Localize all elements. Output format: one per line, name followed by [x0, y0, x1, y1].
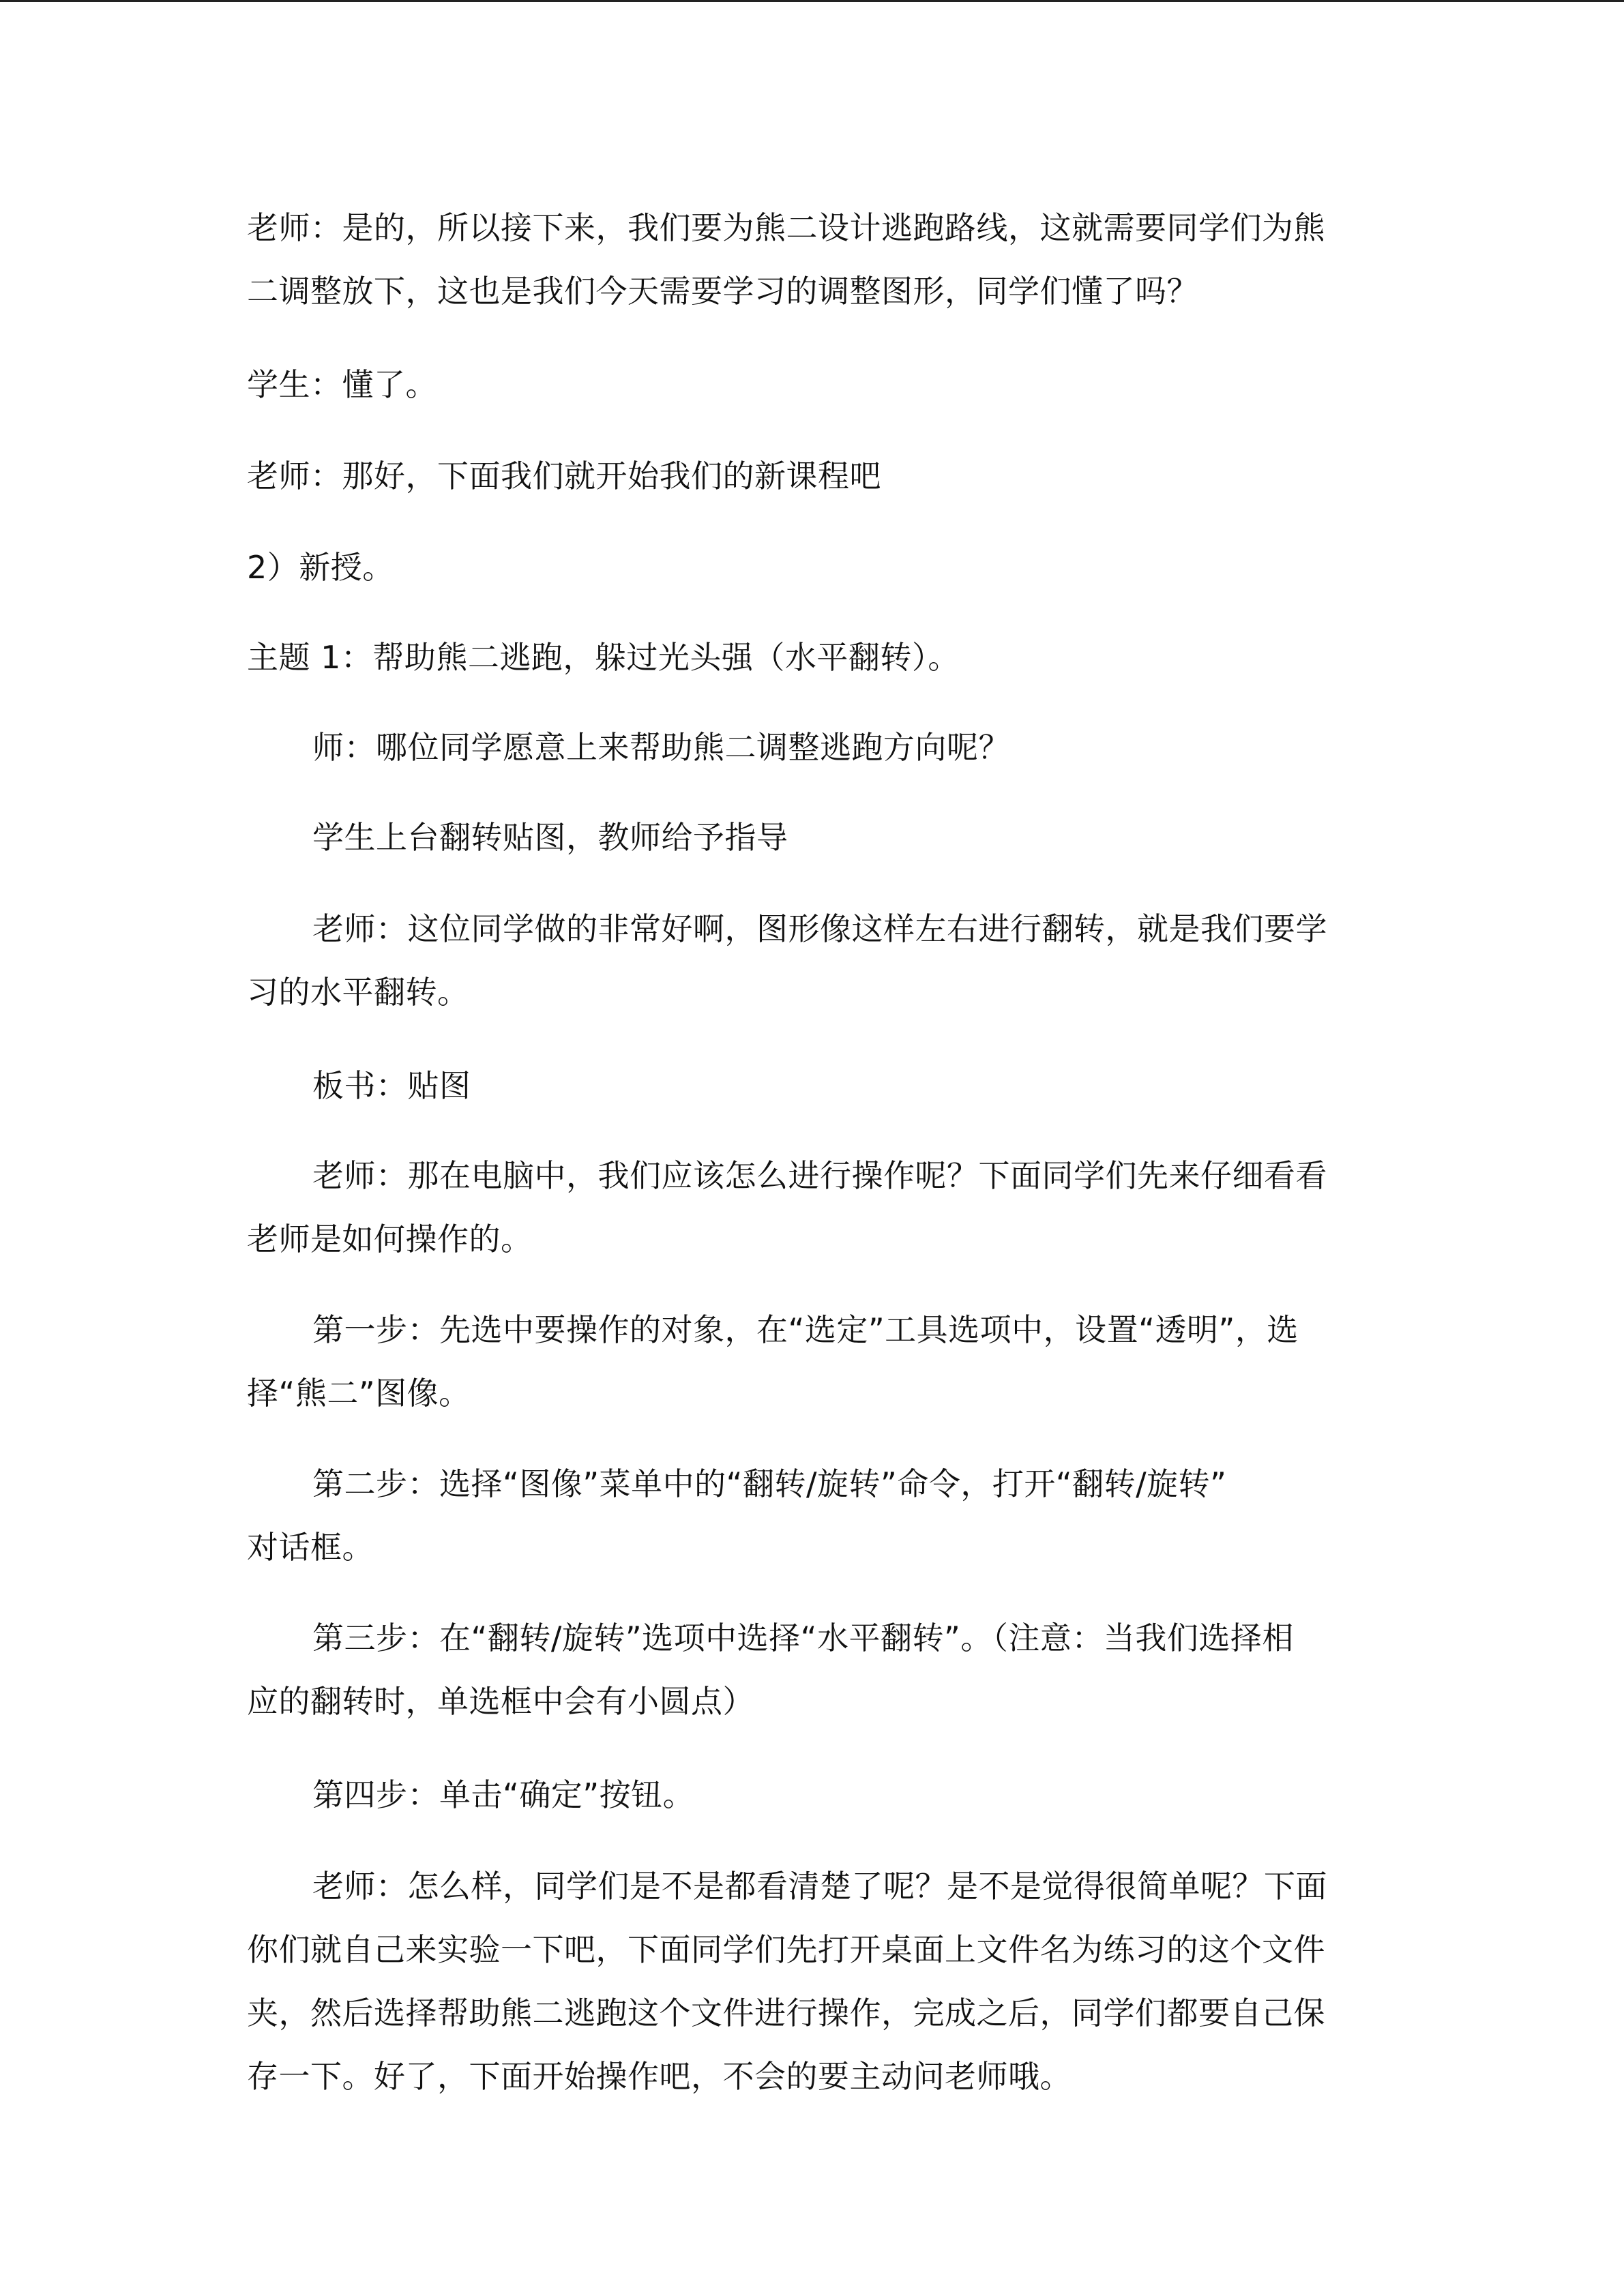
text-line: 主题 1：帮助熊二逃跑，躲过光头强（水平翻转）。 [247, 639, 960, 676]
paragraph-step-3 [247, 1607, 1445, 1733]
page-top-border [0, 0, 1624, 2]
text-line: 老师：怎么样，同学们是不是都看清楚了呢？是不是觉得很简单呢？下面 [312, 1868, 1327, 1905]
text-line: 第二步：选择“图像”菜单中的“翻转/旋转”命令，打开“翻转/旋转” [312, 1465, 1227, 1502]
paragraph-teacher-praise [247, 897, 1445, 1024]
paragraph-theme-1 [247, 626, 1379, 689]
paragraph-teacher-start-course [247, 445, 1379, 508]
text-line: 板书：贴图 [312, 1067, 471, 1104]
paragraph-teacher-escape-route [247, 196, 1379, 323]
paragraph-blackboard [312, 1054, 1445, 1118]
text-line: 第一步：先选中要操作的对象，在“选定”工具选项中，设置“透明”，选 [312, 1311, 1299, 1348]
text-line: 老师：这位同学做的非常好啊，图形像这样左右进行翻转，就是我们要学 [312, 910, 1327, 947]
text-line: 老师：那在电脑中，我们应该怎么进行操作呢？下面同学们先来仔细看看 [312, 1157, 1327, 1194]
paragraph-step-2 [247, 1452, 1445, 1579]
paragraph-student-on-stage [312, 806, 1445, 869]
text-line: 老师：那好，下面我们就开始我们的新课程吧 [247, 458, 881, 494]
text-line: 2）新授。 [247, 549, 394, 586]
paragraph-teacher-practice [247, 1855, 1445, 2108]
text-line: 二调整放下，这也是我们今天需要学习的调整图形，同学们懂了吗？ [247, 273, 1198, 310]
text-line: 习的水平翻转。 [247, 974, 469, 1011]
paragraph-step-1 [247, 1298, 1445, 1425]
paragraph-new-lesson [247, 536, 1379, 599]
text-line: 学生：懂了。 [247, 366, 437, 403]
text-line: 第三步：在“翻转/旋转”选项中选择“水平翻转”。（注意：当我们选择相 [312, 1620, 1294, 1656]
text-line: 择“熊二”图像。 [247, 1375, 471, 1412]
text-line: 对话框。 [247, 1529, 374, 1566]
text-line: 老师是如何操作的。 [247, 1221, 533, 1257]
paragraph-step-4 [312, 1763, 1445, 1827]
paragraph-student-understood [247, 353, 1379, 417]
text-line: 学生上台翻转贴图，教师给予指导 [312, 819, 788, 856]
text-line: 应的翻转时，单选框中会有小圆点） [247, 1683, 754, 1720]
paragraph-teacher-demo [247, 1144, 1445, 1271]
text-line: 第四步：单击“确定”按钮。 [312, 1776, 695, 1813]
paragraph-teacher-question [312, 716, 1445, 779]
text-line: 存一下。好了，下面开始操作吧，不会的要主动问老师哦。 [247, 2058, 1072, 2095]
text-line: 师：哪位同学愿意上来帮助熊二调整逃跑方向呢？ [312, 729, 1010, 766]
text-line: 你们就自己来实验一下吧，下面同学们先打开桌面上文件名为练习的这个文件 [247, 1931, 1325, 1968]
text-line: 老师：是的，所以接下来，我们要为熊二设计逃跑路线，这就需要同学们为熊 [247, 209, 1325, 246]
text-line: 夹，然后选择帮助熊二逃跑这个文件进行操作，完成之后，同学们都要自己保 [247, 1995, 1325, 2031]
